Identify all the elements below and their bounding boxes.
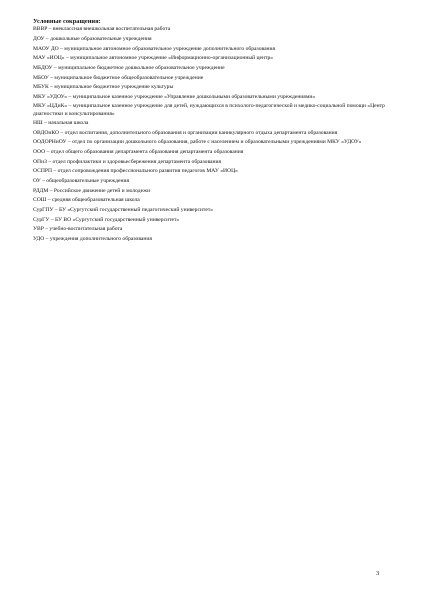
section-heading: Условные сокращения:: [33, 18, 101, 25]
abbreviation-entry-ooo: ООО – отдел общего образования департамента образования департамента образования: [33, 149, 244, 156]
abbreviation-entry-maou-do: МАОУ ДО – муниципальное автономное образовательное учреждение дополнительного образования: [33, 45, 276, 52]
page-number: 3: [376, 570, 380, 577]
abbreviation-entry-surgu: СурГУ – БУ ВО «Сургутский государственный университет»: [33, 216, 180, 223]
abbreviation-entry-nsh: НШ – начальная школа: [33, 120, 89, 127]
abbreviation-entry-ou: ОУ – общеобразовательные учреждения: [33, 178, 130, 185]
abbreviation-entry-rddm: РДДМ – Российское движение детей и молодежи: [33, 187, 150, 194]
abbreviation-entry-mbou: МБОУ – муниципальное бюджетное общеобразовательное учреждение: [33, 74, 204, 81]
abbreviation-entry-oodorniou: ООДОРНиОУ – отдел по организации дошкольного образования, работе с населением и образовательными учреждениями МКУ «УДОУ»: [33, 139, 362, 146]
abbreviation-entry-opiz: ОПиЗ – отдел профилактики и здоровьесбережения департамента образования: [33, 158, 222, 165]
abbreviation-entry-mbdou: МБДОУ – муниципальное бюджетное дошкольное образовательное учреждение: [33, 64, 225, 71]
abbreviation-entry-vvvr: ВВВР – внеклассная внешкольная воспитательная работа: [33, 25, 171, 32]
abbreviation-entry-mku-udou: МКУ «УДОУ» – муниципальное казенное учреждение «Управление дошкольными образовательными учреждениями»: [33, 93, 316, 100]
abbreviation-entry-mau-ioc: МАУ «ИОЦ» – муниципальное автономное учреждение «Информационно-организационный центр»: [33, 55, 274, 62]
abbreviation-entry-mbuk: МБУК – муниципальное бюджетное учреждение культуры: [33, 84, 174, 91]
abbreviation-entry-surgpu: СурГПУ – БУ «Сургутский государственный педагогический университет»: [33, 206, 214, 213]
abbreviation-entry-udo: УДО – учреждения дополнительного образования: [33, 235, 152, 242]
abbreviation-entry-osprp: ОСПРП – отдел сопровождения профессионального развития педагогов МАУ «ИОЦ»: [33, 168, 238, 175]
abbreviation-entry-ovdoiko: ОВДОиКО – отдел воспитания, дополнительного образования и организации каникулярного отдыха департамента образования: [33, 129, 338, 136]
abbreviation-entry-dou: ДОУ – дошкольные образовательные учреждения: [33, 35, 152, 42]
abbreviation-entry-mku-cdik: МКУ «ЦДиК» – муниципальное казенное учреждение для детей, нуждающихся в психолого-педагогической и медико-социальной помощи «Центр диагностики и консультирования»: [33, 103, 385, 117]
abbreviation-entry-uvr: УВР – учебно-воспитательная работа: [33, 226, 123, 233]
abbreviations-section: [33, 18, 393, 246]
abbreviation-entry-sosh: СОШ – средняя общеобразовательная школа: [33, 197, 140, 204]
